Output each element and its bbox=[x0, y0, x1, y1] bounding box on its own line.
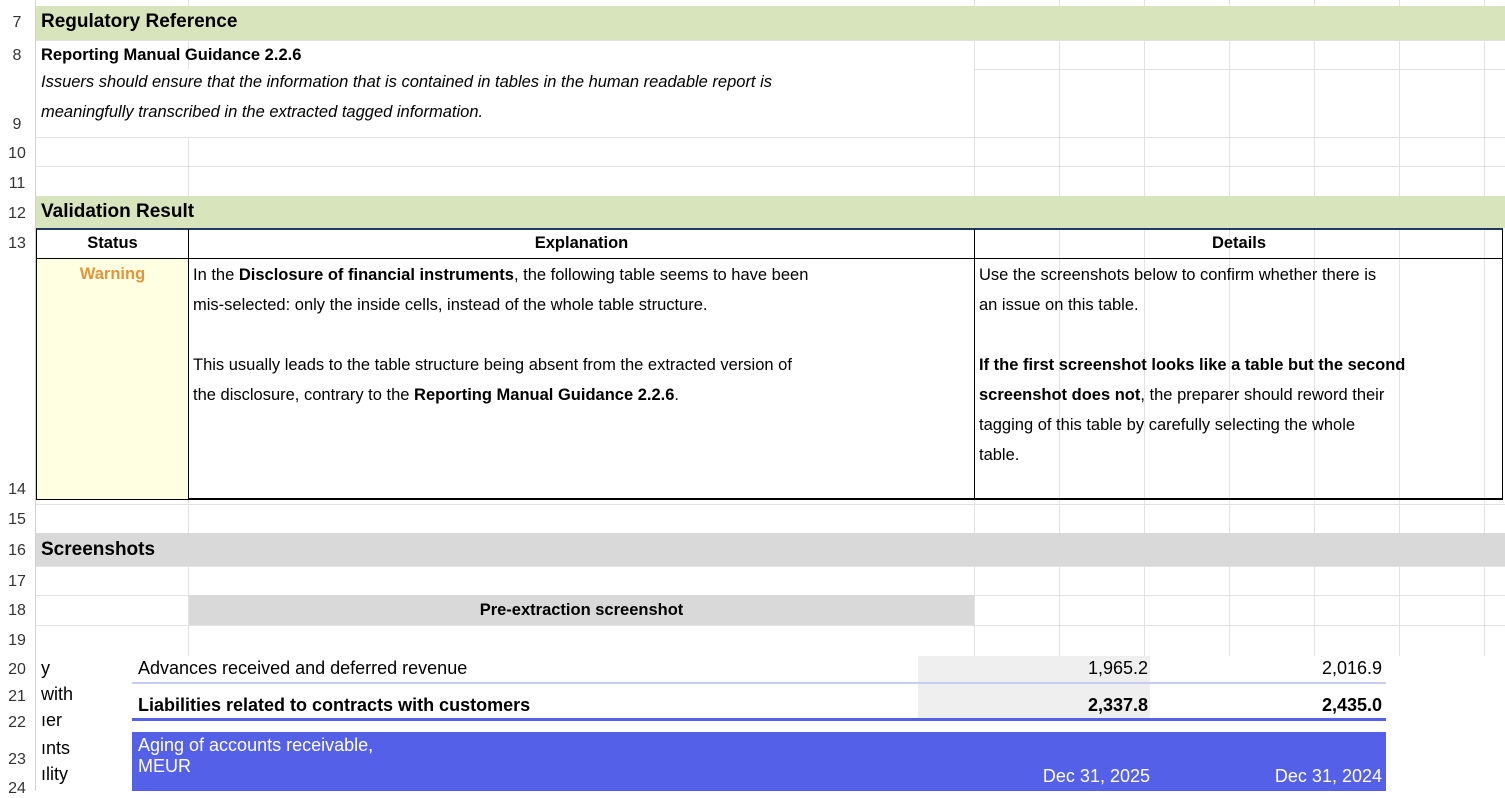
guidance-title: Reporting Manual Guidance 2.2.6 bbox=[41, 46, 302, 64]
table-cell-2025: 2,337.8 bbox=[1087, 695, 1148, 715]
details-cell bbox=[979, 260, 1503, 470]
aging-header-line-1: Aging of accounts receivable, bbox=[138, 735, 374, 755]
regulatory-reference-title: Regulatory Reference bbox=[41, 11, 238, 32]
row-number[interactable]: 11 bbox=[8, 175, 26, 192]
details-line-4: screenshot does not, the preparer should reword their bbox=[979, 386, 1385, 404]
fragment-text: with bbox=[41, 684, 74, 704]
row-number[interactable]: 14 bbox=[8, 481, 26, 498]
details-line-2: an issue on this table. bbox=[979, 296, 1139, 314]
row-number[interactable]: 7 bbox=[12, 14, 22, 31]
row-number[interactable]: 9 bbox=[12, 116, 22, 133]
row-number[interactable]: 22 bbox=[8, 714, 26, 731]
grid-row-line bbox=[36, 504, 1505, 505]
status-warning: Warning bbox=[79, 265, 146, 283]
details-header: Details bbox=[1211, 234, 1267, 252]
explanation-line-4: the disclosure, contrary to the Reporting Manual Guidance 2.2.6. bbox=[193, 386, 680, 404]
grid-row-line bbox=[36, 166, 1505, 167]
guidance-text-line-1: Issuers should ensure that the information that is contained in tables in the human readable report is bbox=[41, 73, 773, 91]
validation-header-divider bbox=[36, 258, 1503, 259]
details-line-5: tagging of this table by carefully selecting the whole bbox=[979, 416, 1356, 434]
row-number[interactable]: 13 bbox=[8, 235, 26, 252]
row-number[interactable]: 18 bbox=[8, 602, 26, 619]
details-line-3: If the first screenshot looks like a table but the second bbox=[979, 356, 1406, 374]
row-number[interactable]: 12 bbox=[8, 205, 26, 222]
row-number[interactable]: 17 bbox=[8, 573, 26, 590]
table-row-label: Liabilities related to contracts with customers bbox=[138, 695, 531, 715]
fragment-text: ıer bbox=[41, 710, 63, 730]
table-cell-2024: 2,435.0 bbox=[1321, 695, 1382, 715]
regulatory-reference-band bbox=[36, 6, 1505, 40]
row-number[interactable]: 21 bbox=[8, 688, 26, 705]
fragment-text: y bbox=[41, 658, 50, 678]
row-number[interactable]: 8 bbox=[12, 47, 22, 64]
table-cell-2025: 1,965.2 bbox=[1087, 658, 1148, 678]
row-divider bbox=[132, 682, 1386, 684]
validation-col-divider bbox=[188, 229, 189, 500]
aging-col-2024: Dec 31, 2024 bbox=[1274, 766, 1382, 786]
explanation-line-1: In the Disclosure of financial instruments, the following table seems to have been bbox=[193, 266, 809, 284]
row-header-gutter bbox=[0, 0, 36, 797]
status-cell bbox=[37, 259, 188, 499]
aging-col-2025: Dec 31, 2025 bbox=[1042, 766, 1150, 786]
details-line-6: table. bbox=[979, 446, 1020, 464]
explanation-header: Explanation bbox=[534, 234, 629, 252]
grid-row-line bbox=[36, 566, 1505, 567]
gutter-border bbox=[35, 0, 36, 791]
pre-extraction-screenshot bbox=[36, 656, 1505, 791]
explanation-line-2: mis-selected: only the inside cells, instead of the whole table structure. bbox=[193, 296, 708, 314]
row-divider bbox=[132, 718, 1386, 721]
screenshots-band bbox=[36, 533, 1505, 566]
grid-row-line bbox=[36, 137, 1505, 138]
row-number[interactable]: 20 bbox=[8, 661, 26, 678]
row-number[interactable]: 10 bbox=[8, 145, 26, 162]
pre-extraction-label: Pre-extraction screenshot bbox=[479, 601, 684, 619]
row-number[interactable]: 16 bbox=[8, 542, 26, 559]
explanation-line-3: This usually leads to the table structure being absent from the extracted version of bbox=[193, 356, 792, 374]
aging-header-line-2: MEUR bbox=[138, 756, 191, 776]
table-cell-2024: 2,016.9 bbox=[1321, 658, 1382, 678]
row-number[interactable]: 24 bbox=[8, 780, 26, 797]
validation-result-band bbox=[36, 196, 1505, 228]
grid-row-line bbox=[36, 40, 1505, 41]
screenshots-title: Screenshots bbox=[41, 539, 156, 560]
validation-result-title: Validation Result bbox=[41, 201, 195, 222]
details-line-1: Use the screenshots below to confirm whether there is bbox=[979, 266, 1377, 284]
guidance-text-line-2: meaningfully transcribed in the extracted tagged information. bbox=[41, 103, 484, 121]
grid-row-line bbox=[36, 625, 1505, 626]
row-number[interactable]: 19 bbox=[8, 632, 26, 649]
fragment-text: ınts bbox=[41, 738, 71, 758]
validation-col-divider bbox=[974, 229, 975, 500]
status-header: Status bbox=[87, 234, 138, 252]
fragment-text: ılity bbox=[41, 764, 68, 784]
explanation-cell bbox=[193, 260, 973, 410]
row-number[interactable]: 15 bbox=[8, 511, 26, 528]
table-row-label: Advances received and deferred revenue bbox=[138, 658, 468, 678]
row-number[interactable]: 23 bbox=[8, 751, 26, 768]
